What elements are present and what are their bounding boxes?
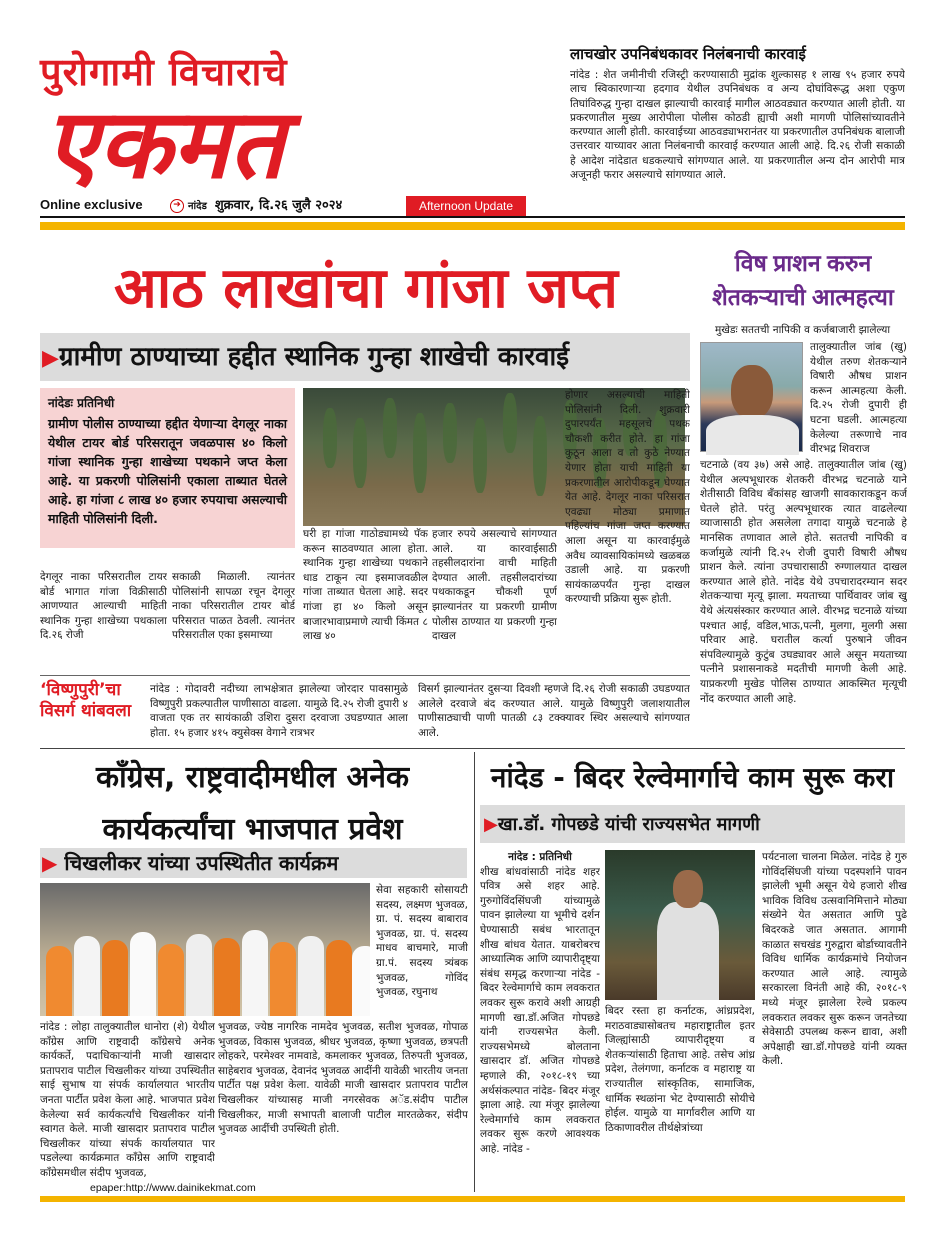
main-subheadline-text: ग्रामीण ठाण्याच्या हद्दीत स्थानिक गुन्हा शाखेची कारवाई — [58, 342, 570, 372]
congress-subheadline-text: चिखलीकर यांच्या उपस्थितीत कार्यक्रम — [64, 851, 339, 875]
main-body-col4: हजार रुपये असल्याचे सांगण्यात आले. या कारवाईसाठी तहसीलदारांना वाची माहिती देण्यात आली. तहसीलदारांच्या पथकाकडून चौकशी पूर्ण झाल्यानंतर या प्रकरणी ग्रामीण पोलीस ठाण्यात या प्रकरणी गुन्हा दाखल — [432, 528, 557, 643]
main-byline: नांदेडः प्रतिनिधी — [48, 396, 115, 410]
suicide-body: चटनाळे (वय ३७) असे आहे. तालुक्यातील जांब (खु) येथील अल्पभूधारक शेतकरी वीरभद्र चटनाळे याने शेतीसाठी विविध बँकांसह खाजगी सावकाराकडून कर्ज घेतले होते. परंतु अल्पभूधारक त्यात वाढलेल्या व्याजासाठी होत असलेला तगादा यामुळे चटनाळे हे मानसिक तणावात आले होते. सततची नापिकी व कर्जामुळे त्यांनी दि.२५ रोजी दुपारी विषारी औषध प्राशन केले. त्यांना उपचारासाठी रुग्णालयात दाखल करण्यात आले होते. नांदेड येथे उपचारादरम्यान सदर शेतकऱ्याचा मृत्यू झाला. मयताच्या पार्थिवावर जांब खु येथे अंत्यसंस्कार करण्यात आले. वीरभद्र चटनाळे यांच्या पश्चात आई, वडिल,भाऊ,पत्नी, मुलगा, मुलगी असा परिवार आहे. घरातील कर्त्या पुरुषाने जीवन संपविल्यामुळे कुटुंब उघड्यावर आले असून मयताच्या पत्नीने प्रशासनाकडे मदतीची मागणी केली आहे. याप्रकरणी मुखेड पोलिस ठाण्यात आकस्मित मृत्यूची नोंद करण्यात आली आहे. — [700, 459, 907, 705]
arrow-right-icon: ➔ — [170, 199, 184, 213]
congress-body-col1: नांदेड : लोहा तालुक्यातील धानोरा (शे) येथील कॉंग्रेस आणि राष्ट्रवादी कॉंग्रेसचे अनेक कार्यकर्ते, पदाधिकाऱ्यांनी माजी खासदार प्रतापराव पाटील चिखलीकर यांच्या उपस्थितीत साई सुभाष या संपर्क कार्यालयात भारतीय जनता पार्टीत प्रवेश केला आहे. भाजपात प्रवेश केलेल्या सर्व कार्यकर्त्यांचे चिखलीकर यांनी स्वागत केले. माजी खासदार प्रतापराव पाटील चिखलीकर यांच्या संपर्क कार्यालयात पार पडलेल्या कार्यक्रमात कॉंग्रेस आणि राष्ट्रवादी कॉंग्रेसमधील संदीप भुजवळ, — [40, 1021, 215, 1179]
vishnupuri-divider — [40, 675, 690, 676]
vishnupuri-body-col1: नांदेड : गोदावरी नदीच्या लाभक्षेत्रात झालेल्या जोरदार पावसामुळे विष्णुपुरी प्रकल्पातील पाणीसाठा वाढला. यामुळे दि.२५ रोजी दुपारी ४ वाजता एक तर सायंकाळी उशिरा दुसरा दरवाजा उघडण्यात आला होता. १५ हजार ४१५ क्युसेक्स वेगाने रात्रभर — [150, 683, 408, 739]
suicide-side-text: तालुक्यातील जांब (खु) येथील तरुण शेतकऱ्याने विषारी औषध प्राशन करून आत्महत्या केली. दि.२५ रोजी दुपारी ही घटना घडली. आत्महत्या केलेल्या तरूणाचे नाव वीरभद्र शिवराज — [810, 341, 907, 456]
online-exclusive-label: Online exclusive — [40, 197, 143, 212]
main-body-col1: देगलूर नाका परिसरातील टायर बोर्ड भागात गांजा विक्रीसाठी आणण्यात आल्याची माहिती स्थानिक गुन्हा शाखेच्या पथकाला दि.२६ रोजी — [40, 571, 167, 642]
main-subheadline — [42, 336, 690, 380]
vishnupuri-body-col2: विसर्ग झाल्यानंतर दुसऱ्या दिवशी म्हणजे दि.२६ रोजी सकाळी उघडण्यात आलेले दरवाजे बंद करण्यात आले. यामुळे विष्णुपुरी जलाशयातील पाणीसाठ्याची पाणी पातळी ८३ टक्क्यावर स्थिर असल्याचे सांगण्यात आले. — [418, 683, 690, 739]
congress-subheadline — [42, 848, 467, 878]
bribery-headline: लाचखोर उपनिबंधकावर निलंबनाची कारवाई — [570, 45, 806, 63]
triangle-right-icon: ▶ — [42, 346, 59, 371]
congress-body-col2: भुजवळ, ज्येष्ठ नागरिक नामदेव भुजवळ, सतीश भुजवळ, गोपाळ भुजवळ, विकास भुजवळ, श्रीधर भुजवळ, कृष्णा भुजवळ, छत्रपती लोहकरे, परमेश्वर नामवाडे, कमलाकर भुजवळ, तिरुपती भुजवळ, साहेबराव भुजवळ, देवानंद भुजवळ आदींनी यावेळी भारतीय जनता पार्टीत पक्ष प्रवेश केला. यावेळी माजी खासदार प्रतापराव पाटील चिखलीकर यांच्यासह माजी नगरसेवक अॅड.संदीप पाटील चिखलीकर, माजी सभापती बालाजी पाटील मारतळेकर, संदीप भुजवळ आदींची उपस्थिती होती. — [218, 1021, 468, 1136]
bidar-body-col3: पर्यटनाला चालना मिळेल. नांदेड हे गुरु गोविंदसिंघजी यांच्या पदस्पर्शाने पावन झालेली भूमी असून येथे हजारो शीख भाविक विविध उत्सवानिमित्ताने मोठ्या संख्येने येत असतात आणि पुढे बिदरकडे जात असतात. आगामी काळात सचखंड गुरुद्वारा बोर्डाच्यावतीने विविध धार्मिक कार्यक्रमांचे नियोजन करण्यात आले आहे. त्यामुळे सरकारला विनंती आहे की, २०१८-९ मध्ये मंजूर झालेला रेल्वे प्रकल्प लवकरात लवकर सुरू करून जनतेच्या सेवेसाठी उपलब्ध करून द्यावा, अशी अपेक्षाही खा.डॉ.गोपछडे यांनी व्यक्त केली. — [762, 851, 907, 1068]
masthead-tagline: पुरोगामी विचाराचे — [40, 49, 288, 94]
suicide-lead: मुखेडः सततची नापिकी व कर्जबाजारी झालेल्या — [715, 324, 891, 336]
masthead-title: एकमत — [45, 87, 284, 200]
main-body-col5: होणार असल्याची माहिती पोलिसांनी दिली. शुक्रवारी दुपारपर्यंत महसूलचे पथक चौकशी करीत होते. हा गांजा कुठून आला व तो कुठे नेण्यात येणार होता याची माहिती या प्रकरणातील आरोपीकडून घेण्यात येत आहे. देगलूर नाका परिसरात एवढ्या मोठ्या प्रमाणात पहिल्यांच गांजा जप्त करण्यात आला असून या कारवाईमुळे अवैध व्यावसायिकांमध्ये खळबळ उडाली आहे. या प्रकरणी सायंकाळपर्यंत गुन्हा दाखल करण्याची प्रक्रिया सुरू होती. — [565, 389, 690, 606]
edition-badge: Afternoon Update — [406, 196, 526, 216]
dateline-city: नांदेड — [188, 201, 207, 212]
main-body-col2: सकाळी मिळाली. त्यानंतर पोलिसांनी सापळा रचून देगलूर नाका परिसरातील टायर बोर्ड परिसरात पाळत ठेवली. त्यानंतर परिसरातील एका इसमाच्या — [172, 571, 295, 642]
main-lead-text: ग्रामीण पोलीस ठाण्याच्या हद्दीत येणाऱ्या देगलूर नाका येथील टायर बोर्ड परिसरातून जवळपास ४० किलो गांजा स्थानिक गुन्हा शाखेच्या पथकाने जप्त केला आहे. या प्रकरणी पोलिसांनी एकाला ताब्यात घेतले आहे. हा गांजा ८ लाख ४० हजार रुपयाचा असल्याची माहिती पोलिसांनी दिली. — [48, 416, 287, 526]
bidar-byline: नांदेड : प्रतिनिधी — [508, 851, 572, 863]
triangle-right-icon: ▶ — [42, 851, 58, 875]
masthead-accent-bar — [40, 222, 905, 230]
congress-side-text: सेवा सहकारी सोसायटी सदस्य, लक्ष्मण भुजवळ, ग्रा. पं. सदस्य बाबाराव भुजवळ, ग्रा. पं. सदस्य माधव बाचमारे, माजी ग्रा.पं. सदस्य त्र्यंबक भुजवळ, गोविंद भुजवळ, रघुनाथ — [376, 884, 468, 999]
section-divider — [40, 748, 905, 749]
masthead-divider — [40, 216, 905, 218]
bidar-railway-headline: नांदेड - बिदर रेल्वेमार्गाचे काम सुरू करा — [490, 761, 895, 794]
bidar-subheadline — [484, 808, 904, 842]
party-induction-group-photo — [40, 883, 370, 1016]
epaper-link[interactable]: epaper:http://www.dainikekmat.com — [90, 1182, 256, 1194]
main-lead-box — [40, 388, 295, 548]
footer-accent-bar — [40, 1196, 905, 1202]
dateline-date: शुक्रवार, दि.२६ जुलै २०२४ — [214, 198, 343, 213]
congress-headline: कॉंग्रेस, राष्ट्रवादीमधील अनेक कार्यकर्त्यांचा भाजपात प्रवेश — [95, 760, 410, 847]
vishnupuri-headline: ‘विष्णुपुरी’चा विसर्ग थांबवला — [40, 680, 132, 721]
bidar-body-col1 — [480, 850, 600, 1185]
bidar-body-col2: बिदर रस्ता हा कर्नाटक, आंध्रप्रदेश, मराठवाड्यासोबतच महाराष्ट्रातील इतर जिल्ह्यांसाठी व्यापारीदृष्ट्या व शेतकऱ्यांसाठी हिताचा आहे. तसेच आंध्र प्रदेश, तेलंगणा, कर्नाटक व महाराष्ट्र या राज्यातील सांस्कृतिक, सामाजिक, धार्मिक स्थळांना भेट देण्यासाठी सोयीचे होईल. यामुळे या मार्गावरील आणि या ठिकाणावरील तीर्थक्षेत्रांच्या — [605, 1005, 755, 1134]
bribery-body: नांदेड : शेत जमीनीची रजिस्ट्री करण्यासाठी मुद्रांक शुल्कासह १ लाख ९५ हजार रुपये लाच स्विकारणाऱ्या हदगाव येथील उपनिबंधक व अन्य दोघांविरूद्ध अशा एकुण तिघांविरुद्ध गुन्हा दाखल झाल्याची कारवाई मागील आठवड्यात करण्यात आली होती. या प्रकरणातील मुख्य आरोपीला पोलीस कोठडी ह्याची अशी मागणी पोलिसांच्यावतीने करण्यात आली होती. कारवाईच्या आठवड्याभरानंतर या प्रकरणातील उपनिबंधक बालाजी उत्तरवार याच्यावर आता निलंबनाची कारवाई करण्यात आली आहे. दि.२६ रोजी सकाळी हे आदेश नांदेडात धडकल्याचे सांगण्यात आले. या प्रकरणातील अन्य दोन आरोपी मात्र अजूनही फरार असल्याचे सांगण्यात आले. — [570, 69, 905, 182]
bidar-body-col1-text: शीख बांधवांसाठी नांदेड शहर पवित्र असे शहर आहे. गुरुगोविंदसिंघजी यांच्यामुळे पावन झालेल्या या भूमीचे दर्शन घेण्यासाठी सबंध भारतातून शीख बांधव येतात. याबरोबरच आध्यात्मिक आणि व्यापारीदृष्ट्या संबंध समृद्ध करणाऱ्या नांदेड - बिदर रेल्वेमार्गाचे काम लवकरात लवकर सुरू करावे अशी आग्रही मागणी खा.डॉ.अजित गोपछडे यांनी राज्यसभेत केली. राज्यसभेमध्ये बोलताना खासदार डॉ. अजित गोपछडे म्हणाले की, २०१८-१९ च्या अर्थसंकल्पात नांदेड- बिदर मंजूर झाला आहे. त्या मंजूर झालेल्या रेल्वेमार्गाचे काम लवकरात लवकर सुरू करणे आवश्यक आहे. नांदेड - — [480, 865, 600, 1155]
mp-speaking-photo — [605, 850, 755, 1000]
main-body-col3: घरी हा गांजा गाठोड्यामध्ये पॅक करून साठवण्यात आला होता. स्थानिक गुन्हा शाखेच्या पथकाने धाड टाकून त्या इसमाजवळील गांजा ताब्यात घेतला आहे. सदर गांजा हा ४० किलो असून बाजारभावाप्रमाणे त्याची किंमत ८ लाख ४० — [303, 528, 428, 643]
farmer-portrait-photo — [700, 342, 803, 452]
column-separator — [474, 752, 475, 1192]
triangle-right-icon: ▶ — [484, 814, 498, 835]
suicide-headline: विष प्राशन करुन शेतकऱ्याची आत्महत्या — [712, 250, 894, 310]
main-headline: आठ लाखांचा गांजा जप्त — [114, 255, 618, 321]
bidar-subheadline-text: खा.डॉ. गोपछडे यांची राज्यसभेत मागणी — [497, 814, 760, 835]
dateline — [170, 195, 342, 213]
